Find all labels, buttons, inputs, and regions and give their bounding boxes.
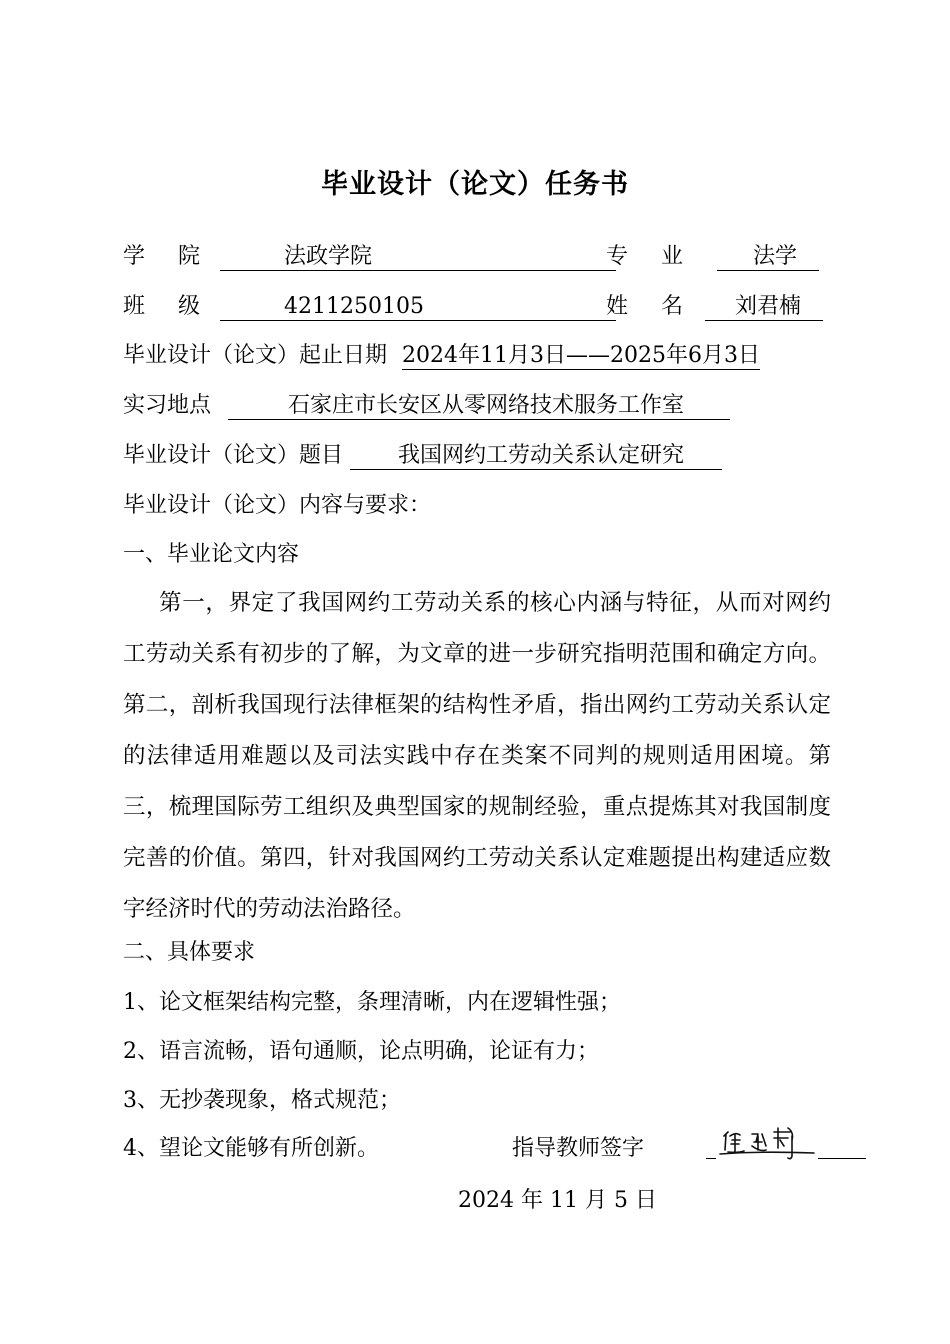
handwritten-signature xyxy=(718,1122,818,1164)
class-value: 4211250105 xyxy=(284,294,424,319)
signature-label: 指导教师签字 xyxy=(512,1136,645,1161)
name-field xyxy=(705,294,823,321)
college-field xyxy=(220,244,616,271)
college-value: 法政学院 xyxy=(284,244,373,269)
class-field xyxy=(220,294,616,321)
major-value: 法学 xyxy=(753,244,798,269)
major-label: 专 业 xyxy=(606,244,696,269)
topic-field xyxy=(350,443,722,470)
college-label: 学 院 xyxy=(123,244,213,269)
signature-date: 2024 年 11 月 5 日 xyxy=(458,1188,657,1213)
requirement-item-2: 2、语言流畅，语句通顺，论点明确，论证有力； xyxy=(123,1039,599,1064)
topic-value: 我国网约工劳动关系认定研究 xyxy=(398,443,685,468)
class-row xyxy=(123,292,616,322)
dates-row xyxy=(123,341,760,371)
section2-heading: 二、具体要求 xyxy=(123,940,256,965)
name-label: 姓 名 xyxy=(606,294,696,319)
topic-label: 毕业设计（论文）题目 xyxy=(123,443,344,468)
document-title: 毕业设计（论文）任务书 xyxy=(321,169,629,200)
major-row xyxy=(606,242,819,272)
requirement-item-4: 4、望论文能够有所创新。 xyxy=(123,1136,379,1161)
section1-heading: 一、毕业论文内容 xyxy=(123,542,300,567)
signature-underline-tail xyxy=(818,1158,866,1159)
major-field xyxy=(717,244,819,271)
signature-underline-lead xyxy=(706,1158,716,1159)
requirement-item-3: 3、无抄袭现象，格式规范； xyxy=(123,1088,401,1113)
location-value: 石家庄市长安区从零网络技术服务工作室 xyxy=(288,393,685,418)
requirements-label: 毕业设计（论文）内容与要求： xyxy=(123,493,432,518)
location-label: 实习地点 xyxy=(123,393,212,418)
dates-label: 毕业设计（论文）起止日期 xyxy=(123,343,388,368)
dates-value: 2024年11月3日——2025年6月3日 xyxy=(402,343,760,368)
section1-body: 第一，界定了我国网约工劳动关系的核心内涵与特征，从而对网约工劳动关系有初步的了解，为文章的进一步研究指明范围和确定方向。第二，剖析我国现行法律框架的结构性矛盾，指出网约工劳动关系认定的法律适用难题以及司法实践中存在类案不同判的规则适用困境。第三，梳理国际劳工组织及典型国家的规制经验，重点提炼其对我国制度完善的价值。第四，针对我国网约工劳动关系认定难题提出构建适应数字经济时代的劳动法治路径。 xyxy=(123,590,831,922)
topic-row xyxy=(123,441,722,471)
location-field xyxy=(228,393,730,420)
name-value: 刘君楠 xyxy=(735,294,802,319)
name-row xyxy=(606,292,823,322)
requirement-item-1: 1、论文框架结构完整，条理清晰，内在逻辑性强； xyxy=(123,990,621,1015)
location-row xyxy=(123,391,730,421)
college-row xyxy=(123,242,616,272)
class-label: 班 级 xyxy=(123,294,213,319)
